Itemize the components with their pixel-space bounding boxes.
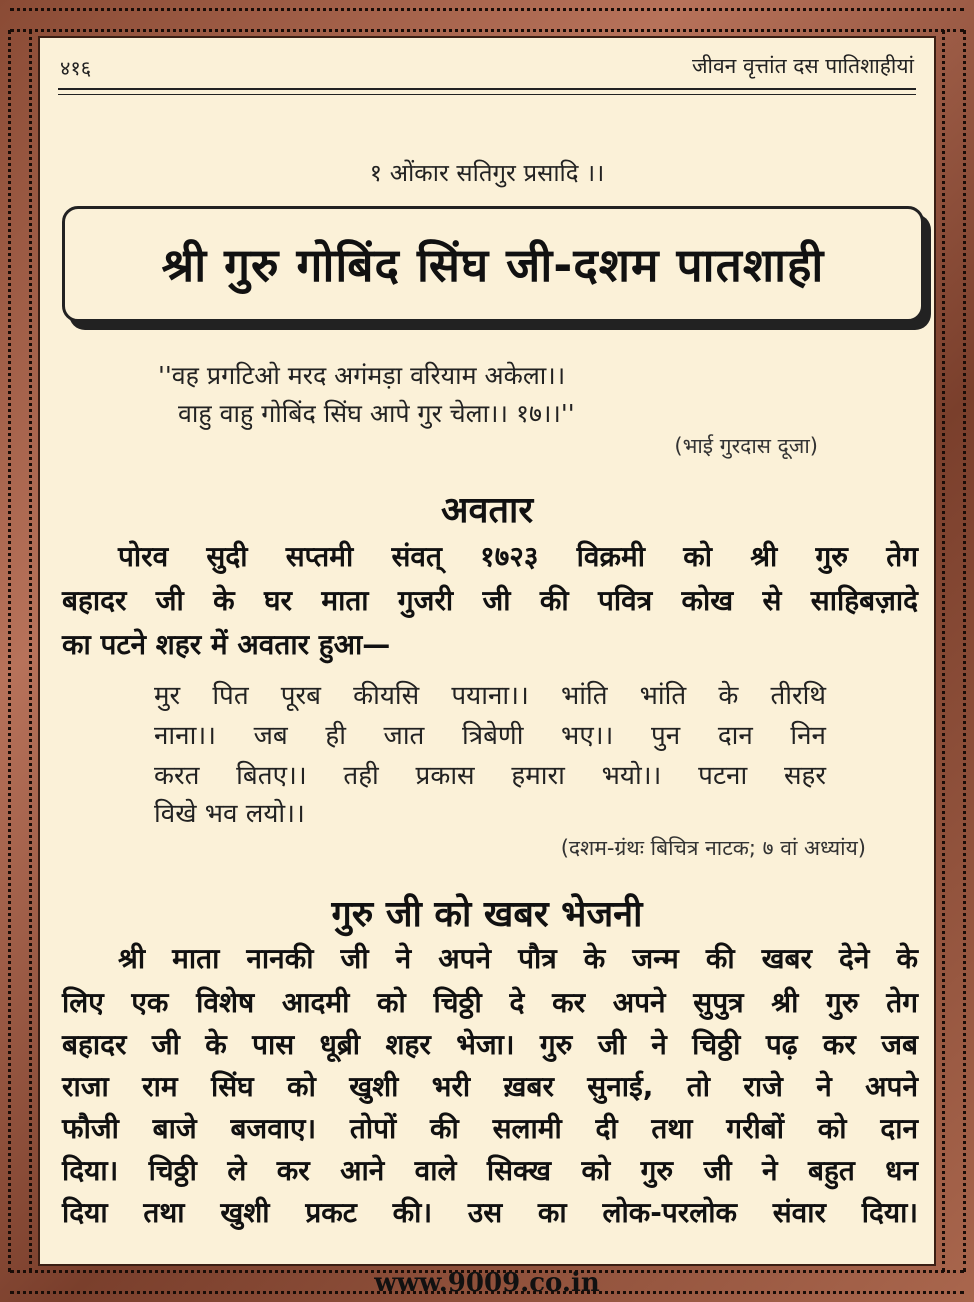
left-border-ornament bbox=[8, 30, 32, 1272]
paragraph-line: बहादर जी के पास धूब्री शहर भेजा। गुरु जी ने चिठ्ठी पढ़ कर जब bbox=[62, 1028, 918, 1061]
top-border-ornament bbox=[10, 8, 964, 32]
bani-line: करत बितए।। तही प्रकास हमारा भयो।। पटना सहर bbox=[154, 761, 826, 791]
verse-line-1: ''वह प्रगटिओ मरद अगंमड़ा वरियाम अकेला।। bbox=[158, 361, 566, 390]
verse-line-2: वाहु वाहु गोबिंद सिंघ आपे गुर चेला।। १७।।'' bbox=[178, 399, 575, 428]
bani-citation: (दशम-ग्रंथः बिचित्र नाटक; ७ वां अध्यांय) bbox=[560, 836, 866, 860]
paragraph-line: लिए एक विशेष आदमी को चिठ्ठी दे कर अपने सुपुत्र श्री गुरु तेग bbox=[62, 986, 918, 1019]
paragraph-line: फौजी बाजे बजवाए। तोपों की सलामी दी तथा गरीबों को दान bbox=[62, 1112, 918, 1145]
paragraph-line: बहादर जी के घर माता गुजरी जी की पवित्र कोख से साहिबज़ादे bbox=[62, 584, 918, 617]
footer-website-url: www.9009.co.in bbox=[374, 1268, 600, 1298]
bani-line: नाना।। जब ही जात त्रिबेणी भए।। पुन दान निन bbox=[154, 721, 826, 751]
page-number: ४१६ bbox=[60, 56, 92, 80]
invocation: १ ओंकार सतिगुर प्रसादि ।। bbox=[369, 159, 605, 187]
right-border-ornament bbox=[942, 30, 966, 1272]
page-title: श्री गुरु गोबिंद सिंघ जी-दशम पातशाही bbox=[161, 238, 825, 292]
section-heading-avatar: अवतार bbox=[440, 490, 534, 531]
title-box bbox=[62, 206, 924, 322]
paragraph-line: श्री माता नानकी जी ने अपने पौत्र के जन्म की खबर देने के bbox=[118, 942, 918, 975]
running-title: जीवन वृत्तांत दस पातिशाहीयां bbox=[691, 54, 914, 78]
book-page bbox=[38, 36, 936, 1266]
paragraph-line: दिया। चिठ्ठी ले कर आने वाले सिक्ख को गुरु जी ने बहुत धन bbox=[62, 1154, 918, 1187]
bani-line: विखे भव लयो।। bbox=[154, 799, 305, 829]
bani-line: मुर पित पूरब कीयसि पयाना।। भांति भांति के तीरथि bbox=[154, 681, 826, 711]
paragraph-line: पोरव सुदी सप्तमी संवत् १७२३ विक्रमी को श्री गुरु तेग bbox=[118, 540, 918, 573]
paragraph-line: का पटने शहर में अवतार हुआ— bbox=[62, 628, 391, 661]
header-rule bbox=[58, 88, 916, 95]
paragraph-line: दिया तथा खुशी प्रकट की। उस का लोक-परलोक संवार दिया। bbox=[62, 1196, 918, 1229]
paragraph-line: राजा राम सिंघ को खुशी भरी ख़बर सुनाई, तो राजे ने अपने bbox=[62, 1070, 918, 1103]
verse-citation: (भाई गुरदास दूजा) bbox=[674, 434, 818, 458]
section-heading-news: गुरु जी को खबर भेजनी bbox=[331, 894, 643, 935]
